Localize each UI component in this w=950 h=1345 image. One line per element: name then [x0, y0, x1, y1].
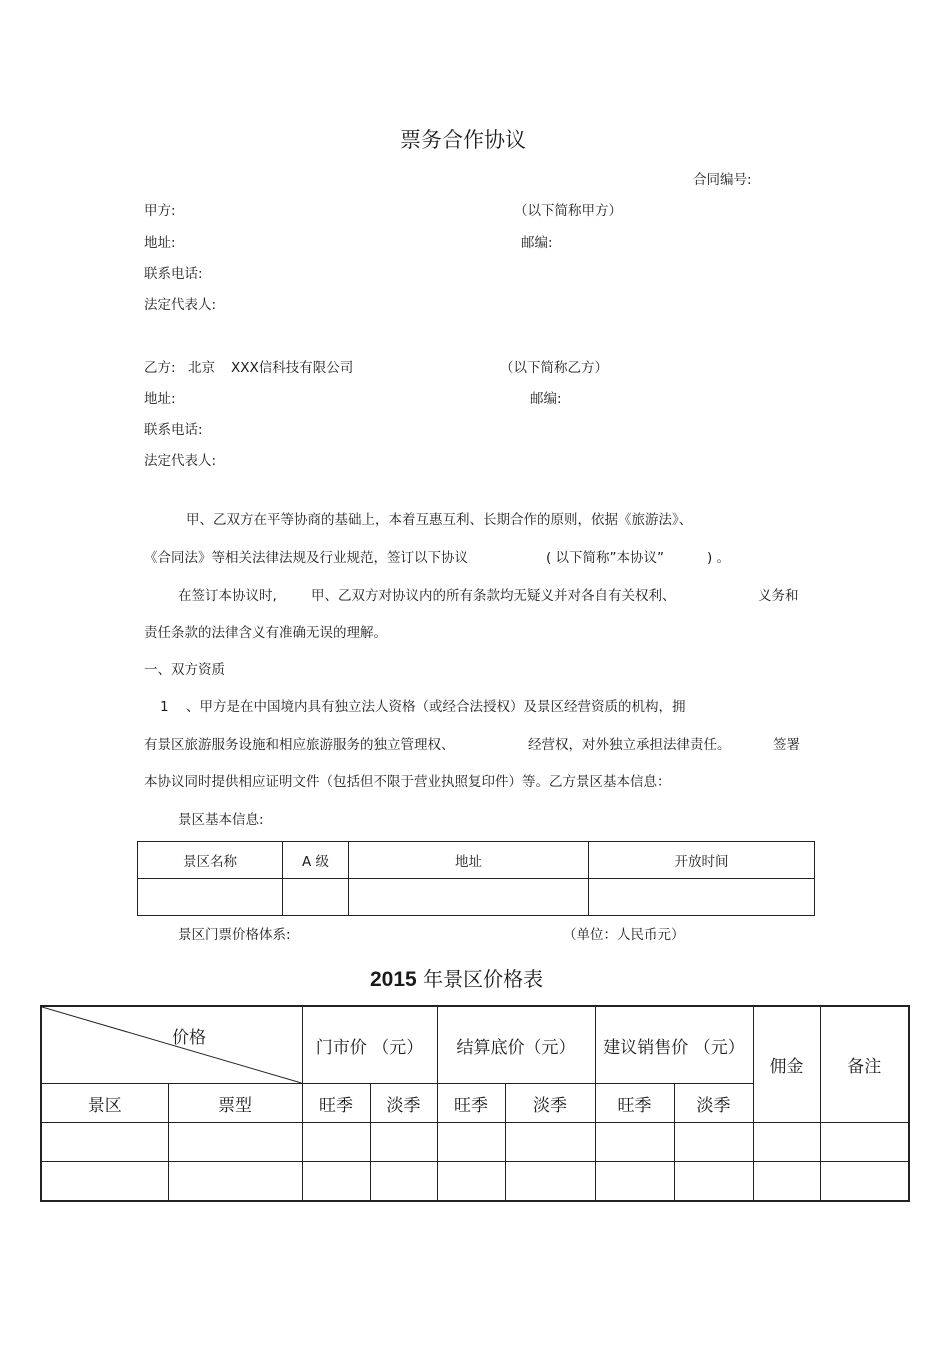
paragraph-2-line-1c: 义务和 [758, 588, 799, 604]
party-b-rep-label: 法定代表人: [144, 453, 217, 469]
item-1-line-1: 、甲方是在中国境内具有独立法人资格（或经合法授权）及景区经营资质的机构，拥 [186, 699, 686, 715]
paragraph-2-line-1a: 在签订本协议时, [178, 588, 277, 604]
table-cell[interactable] [370, 1123, 437, 1162]
group-retail-price: 门市价 （元） [302, 1006, 437, 1084]
item-1-number: 1 [160, 699, 169, 715]
header-remarks: 备注 [820, 1006, 909, 1123]
party-a-label: 甲方: [144, 203, 176, 219]
header-suggested-off: 淡季 [674, 1084, 753, 1123]
table-cell[interactable] [674, 1162, 753, 1202]
table-cell[interactable] [370, 1162, 437, 1202]
party-b-postcode-label: 邮编: [530, 391, 562, 407]
document-title: 票务合作协议 [400, 128, 526, 152]
table-row [41, 1123, 909, 1162]
party-b-address-label: 地址: [144, 391, 176, 407]
party-a-phone-label: 联系电话: [144, 266, 203, 282]
price-system-label: 景区门票价格体系: [178, 927, 291, 943]
table-cell[interactable] [302, 1162, 370, 1202]
header-commission: 佣金 [753, 1006, 820, 1123]
header-a-level: A 级 [283, 842, 349, 879]
scenic-info-table [137, 841, 815, 916]
party-a-address-label: 地址: [144, 235, 176, 251]
item-1-line-2b: 经营权，对外独立承担法律责任。 [528, 737, 731, 753]
table-row [138, 879, 815, 916]
diagonal-price-label: 价格 [172, 1028, 206, 1048]
cell-address[interactable] [349, 879, 589, 916]
table-cell[interactable] [595, 1162, 674, 1202]
table-cell[interactable] [595, 1123, 674, 1162]
party-a-postcode-label: 邮编: [521, 235, 553, 251]
table-cell[interactable] [168, 1123, 302, 1162]
table-cell[interactable] [674, 1123, 753, 1162]
cell-opening-hours[interactable] [589, 879, 815, 916]
paragraph-1-line-2c: ) 。 [707, 550, 731, 566]
price-system-unit: （单位：人民币元） [563, 927, 685, 943]
price-table-title-text: 年景区价格表 [423, 967, 544, 991]
header-ticket-type: 票型 [168, 1084, 302, 1123]
price-table-year: 2015 [370, 968, 417, 991]
cell-scenic-name[interactable] [138, 879, 283, 916]
table-cell[interactable] [41, 1162, 168, 1202]
header-settlement-off: 淡季 [505, 1084, 595, 1123]
diagonal-header-cell [41, 1006, 302, 1084]
header-opening-hours: 开放时间 [589, 842, 815, 879]
party-b-city: 北京 [188, 360, 215, 376]
item-1-line-2c: 签署 [773, 737, 800, 753]
header-scenic-name: 景区名称 [138, 842, 283, 879]
scenic-info-label: 景区基本信息: [178, 812, 264, 828]
table-cell[interactable] [41, 1123, 168, 1162]
contract-number-label: 合同编号: [693, 172, 752, 188]
group-settlement-price: 结算底价（元） [437, 1006, 595, 1084]
price-table-title [370, 969, 543, 990]
paragraph-1-line-1: 甲、乙双方在平等协商的基础上，本着互惠互利、长期合作的原则，依据《旅游法》、 [186, 512, 693, 528]
table-cell[interactable] [820, 1162, 909, 1202]
header-retail-peak: 旺季 [302, 1084, 370, 1123]
table-cell[interactable] [437, 1162, 505, 1202]
table-cell[interactable] [753, 1162, 820, 1202]
paragraph-2-line-2: 责任条款的法律含义有准确无误的理解。 [144, 625, 387, 641]
table-cell[interactable] [302, 1123, 370, 1162]
party-a-alias: （以下简称甲方） [514, 203, 622, 219]
table-cell[interactable] [168, 1162, 302, 1202]
table-row [41, 1162, 909, 1202]
paragraph-1-line-2b: ( 以下简称”本协议” [546, 550, 665, 566]
paragraph-1-line-2a: 《合同法》等相关法律法规及行业规范，签订以下协议 [144, 550, 468, 566]
header-scenic-spot: 景区 [41, 1084, 168, 1123]
price-table [40, 1005, 910, 1202]
paragraph-2-line-1b: 甲、乙双方对协议内的所有条款均无疑义并对各自有关权利、 [311, 588, 676, 604]
item-1-line-2a: 有景区旅游服务设施和相应旅游服务的独立管理权、 [144, 737, 455, 753]
header-address: 地址 [349, 842, 589, 879]
header-settlement-peak: 旺季 [437, 1084, 505, 1123]
table-cell[interactable] [505, 1123, 595, 1162]
scenic-info-header-row [138, 842, 815, 879]
price-header-row-1 [41, 1006, 909, 1084]
header-suggested-peak: 旺季 [595, 1084, 674, 1123]
header-retail-off: 淡季 [370, 1084, 437, 1123]
table-cell[interactable] [753, 1123, 820, 1162]
party-b-company: XXX信科技有限公司 [231, 360, 354, 376]
cell-a-level[interactable] [283, 879, 349, 916]
table-cell[interactable] [820, 1123, 909, 1162]
party-b-alias: （以下简称乙方） [500, 360, 608, 376]
table-cell[interactable] [505, 1162, 595, 1202]
party-a-rep-label: 法定代表人: [144, 297, 217, 313]
item-1-line-3: 本协议同时提供相应证明文件（包括但不限于营业执照复印件）等。乙方景区基本信息： [144, 774, 671, 790]
group-suggested-price: 建议销售价 （元） [595, 1006, 753, 1084]
party-b-phone-label: 联系电话: [144, 422, 203, 438]
table-cell[interactable] [437, 1123, 505, 1162]
party-b-label: 乙方: [144, 360, 176, 376]
section-1-heading: 一、双方资质 [144, 662, 225, 678]
